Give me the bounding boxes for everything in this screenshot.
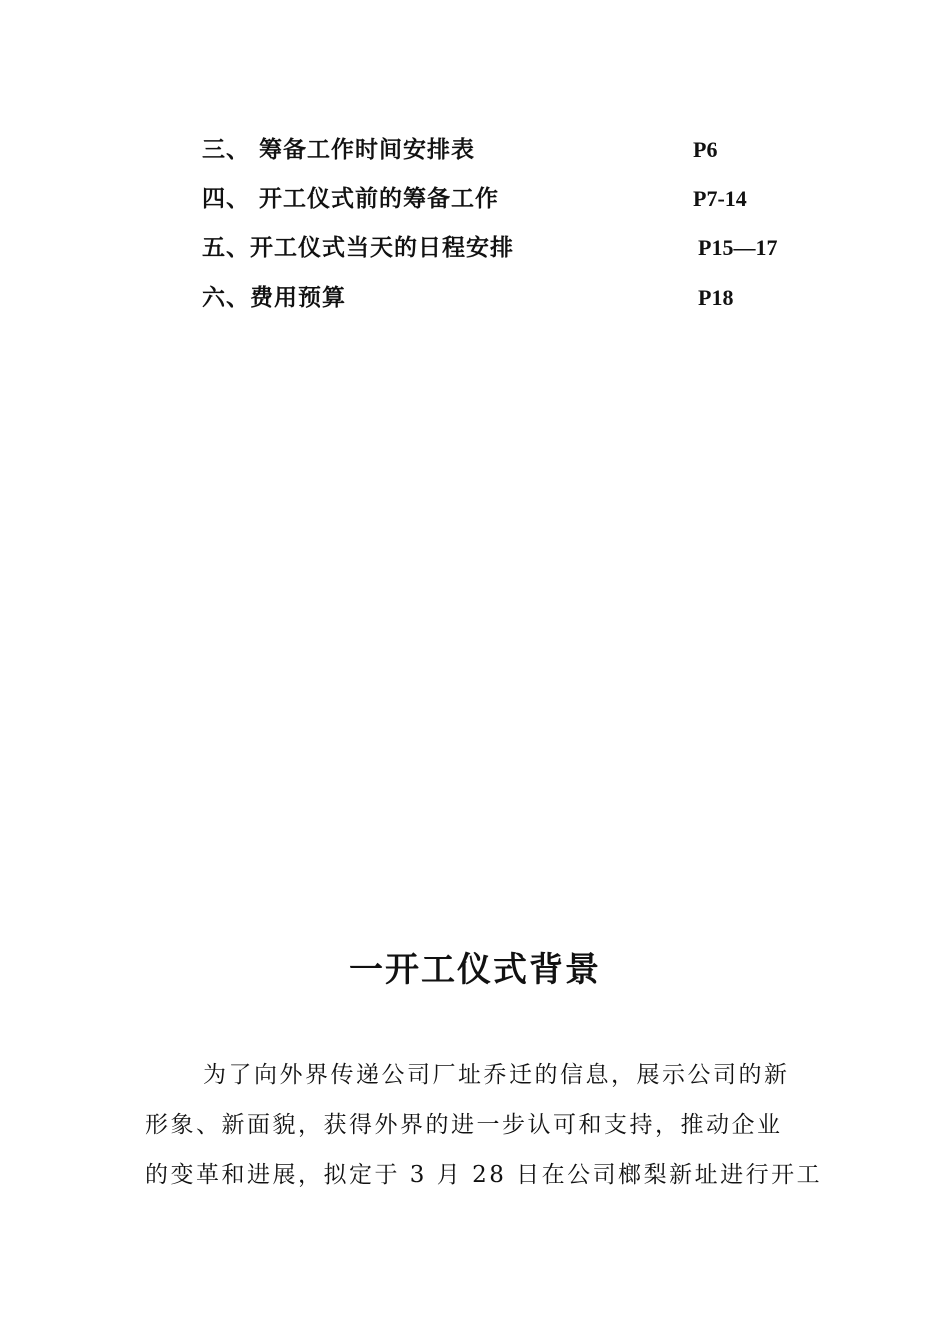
toc-item-label: 六、费用预算: [202, 284, 346, 311]
toc-item-page: P15—17: [698, 235, 778, 260]
toc-item: [0, 133, 950, 167]
toc-item: [0, 281, 950, 315]
toc-item-label: 三、 筹备工作时间安排表: [202, 136, 476, 163]
toc-item-page: P7-14: [693, 186, 747, 211]
paragraph-line: 的变革和进展，拟定于 3 月 28 日在公司榔梨新址进行开工: [145, 1162, 823, 1188]
toc-item: [0, 231, 950, 265]
toc-item-label: 五、开工仪式当天的日程安排: [202, 234, 514, 261]
body-paragraph: [145, 1050, 823, 1200]
toc-item-page: P18: [698, 285, 734, 310]
toc-item-page: P6: [693, 137, 718, 162]
toc-item-label: 四、 开工仪式前的筹备工作: [202, 185, 500, 212]
paragraph-line: 为了向外界传递公司厂址乔迁的信息，展示公司的新: [203, 1062, 790, 1088]
toc-item: [0, 182, 950, 216]
section-title: 一开工仪式背景: [349, 950, 601, 990]
paragraph-line: 形象、新面貌，获得外界的进一步认可和支持，推动企业: [145, 1112, 783, 1138]
